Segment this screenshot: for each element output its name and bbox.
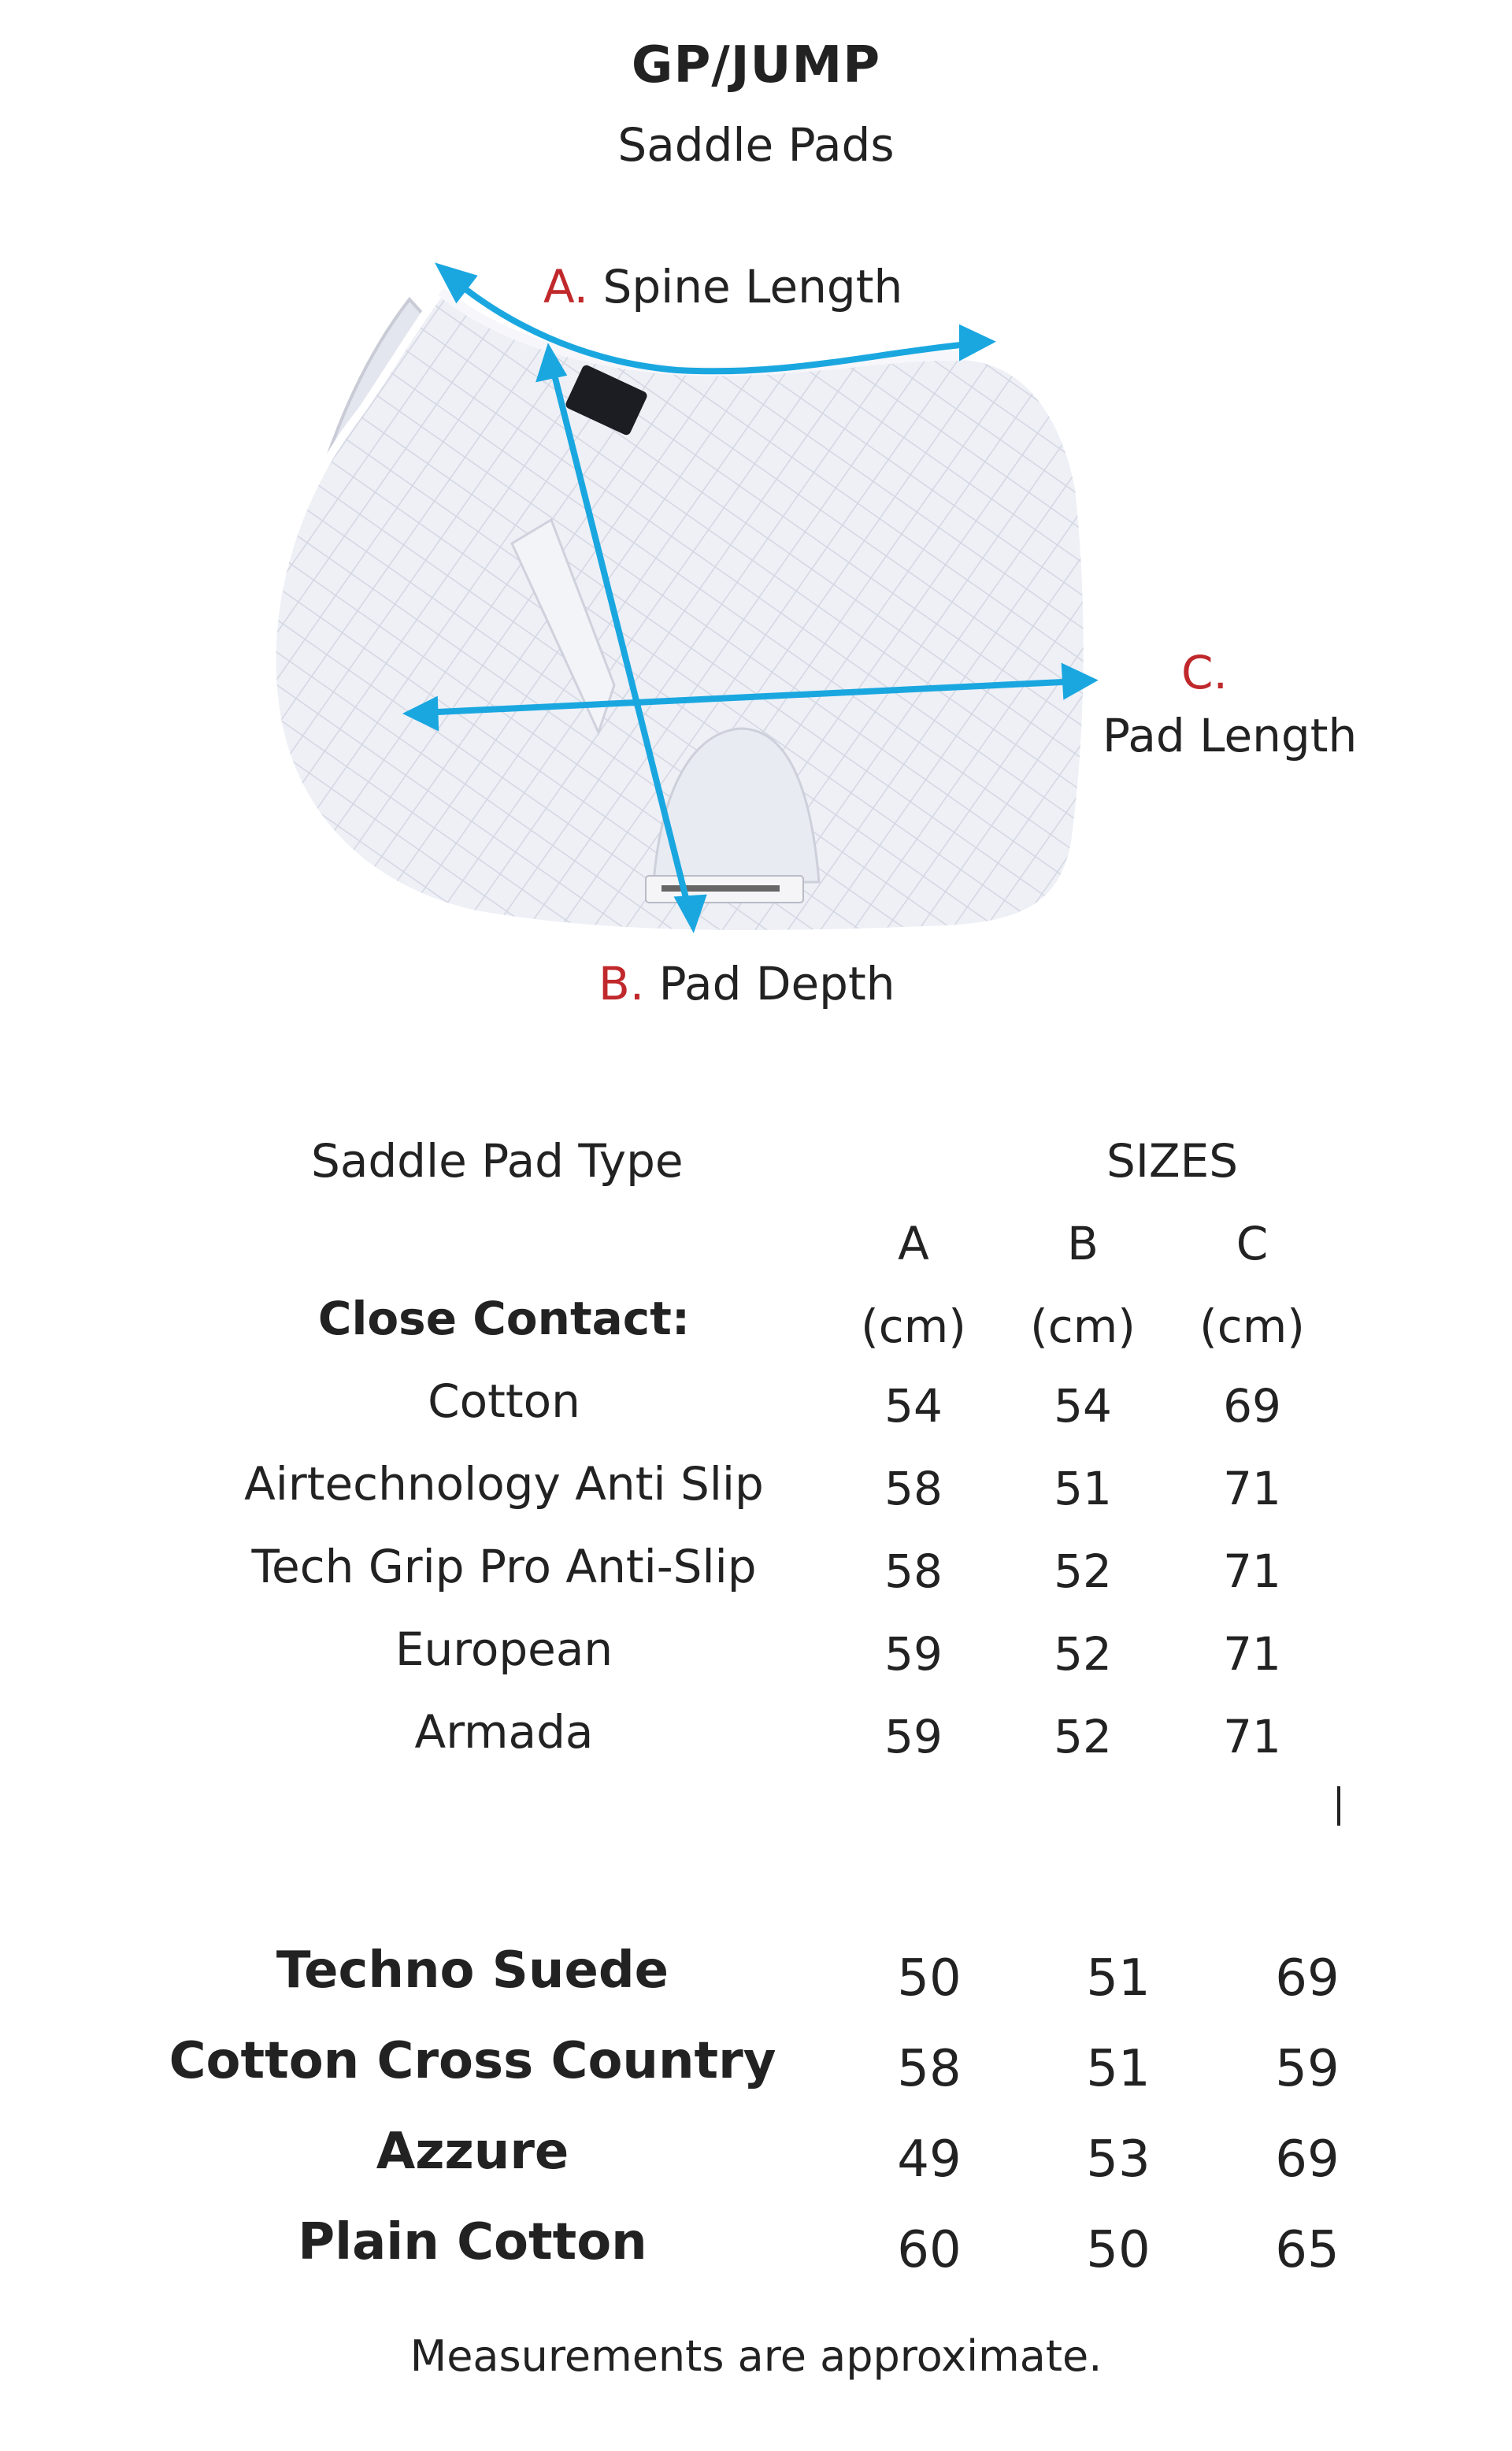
row-a: 50 bbox=[897, 1949, 962, 2008]
label-b-text: Pad Depth bbox=[658, 957, 895, 1010]
page-subtitle: Saddle Pads bbox=[617, 118, 895, 172]
row-name: Cotton bbox=[428, 1374, 580, 1428]
label-a-letter: A. bbox=[543, 260, 589, 313]
row-a: 49 bbox=[897, 2130, 962, 2189]
row-b: 54 bbox=[1054, 1379, 1112, 1433]
row-b: 51 bbox=[1086, 1949, 1151, 2008]
row-a: 58 bbox=[884, 1462, 943, 1515]
row-a: 54 bbox=[884, 1379, 943, 1433]
sizes-header: SIZES bbox=[1106, 1134, 1239, 1188]
row-a: 60 bbox=[897, 2221, 962, 2279]
row-b: 50 bbox=[1086, 2221, 1151, 2279]
group-label-close-contact: Close Contact: bbox=[317, 1292, 691, 1345]
row-b: 51 bbox=[1054, 1462, 1112, 1515]
row-a: 58 bbox=[884, 1544, 943, 1598]
page-title: GP/JUMP bbox=[631, 36, 881, 95]
row-c: 71 bbox=[1223, 1627, 1281, 1681]
row-name: Techno Suede bbox=[276, 1941, 669, 2000]
row-name: Cotton Cross Country bbox=[169, 2032, 776, 2090]
table-row bbox=[0, 1457, 1512, 1520]
table-row bbox=[0, 1941, 1512, 2012]
row-b: 53 bbox=[1086, 2130, 1151, 2189]
row-b: 52 bbox=[1054, 1627, 1112, 1681]
saddle-pad-diagram bbox=[0, 0, 1512, 1024]
row-b: 52 bbox=[1054, 1544, 1112, 1598]
col-c-unit: (cm) bbox=[1199, 1300, 1305, 1353]
table-row bbox=[0, 2032, 1512, 2103]
row-c: 69 bbox=[1223, 1379, 1281, 1433]
table-row bbox=[0, 1705, 1512, 1768]
row-c: 69 bbox=[1275, 1949, 1340, 2008]
row-b: 51 bbox=[1086, 2040, 1151, 2098]
row-name: Azzure bbox=[376, 2123, 569, 2181]
col-a-unit: (cm) bbox=[861, 1300, 966, 1353]
col-c-letter: C bbox=[1236, 1217, 1269, 1270]
footnote: Measurements are approximate. bbox=[410, 2331, 1102, 2381]
row-name: Airtechnology Anti Slip bbox=[244, 1457, 764, 1511]
label-pad-depth bbox=[598, 957, 895, 1010]
row-c: 59 bbox=[1275, 2040, 1340, 2098]
col-a-letter: A bbox=[898, 1217, 929, 1270]
row-c: 65 bbox=[1275, 2221, 1340, 2279]
row-b: 52 bbox=[1054, 1710, 1112, 1763]
label-c-text: Pad Length bbox=[1102, 709, 1358, 762]
table-row bbox=[0, 1622, 1512, 1685]
row-a: 58 bbox=[897, 2040, 962, 2098]
row-name: Tech Grip Pro Anti-Slip bbox=[251, 1540, 757, 1593]
row-c: 71 bbox=[1223, 1544, 1281, 1598]
row-a: 59 bbox=[884, 1627, 943, 1681]
text-cursor bbox=[1337, 1786, 1340, 1826]
label-a-text: Spine Length bbox=[602, 260, 903, 313]
label-spine-length bbox=[543, 260, 902, 313]
row-name: Plain Cotton bbox=[298, 2213, 647, 2271]
row-name: European bbox=[395, 1622, 613, 1676]
row-c: 71 bbox=[1223, 1710, 1281, 1763]
label-pad-length bbox=[1102, 709, 1357, 762]
saddle-pad-type-header: Saddle Pad Type bbox=[311, 1134, 684, 1188]
col-b-unit: (cm) bbox=[1030, 1300, 1136, 1353]
row-name: Armada bbox=[414, 1705, 594, 1759]
table-row bbox=[0, 1374, 1512, 1437]
table-row bbox=[0, 2123, 1512, 2193]
row-c: 69 bbox=[1275, 2130, 1340, 2189]
label-b-letter: B. bbox=[598, 957, 645, 1010]
label-c-letter: C. bbox=[1181, 646, 1228, 699]
label-c-letter-box bbox=[1181, 646, 1228, 699]
table-row bbox=[0, 1540, 1512, 1603]
table-row bbox=[0, 2213, 1512, 2284]
row-c: 71 bbox=[1223, 1462, 1281, 1515]
col-b-letter: B bbox=[1067, 1217, 1099, 1270]
row-a: 59 bbox=[884, 1710, 943, 1763]
